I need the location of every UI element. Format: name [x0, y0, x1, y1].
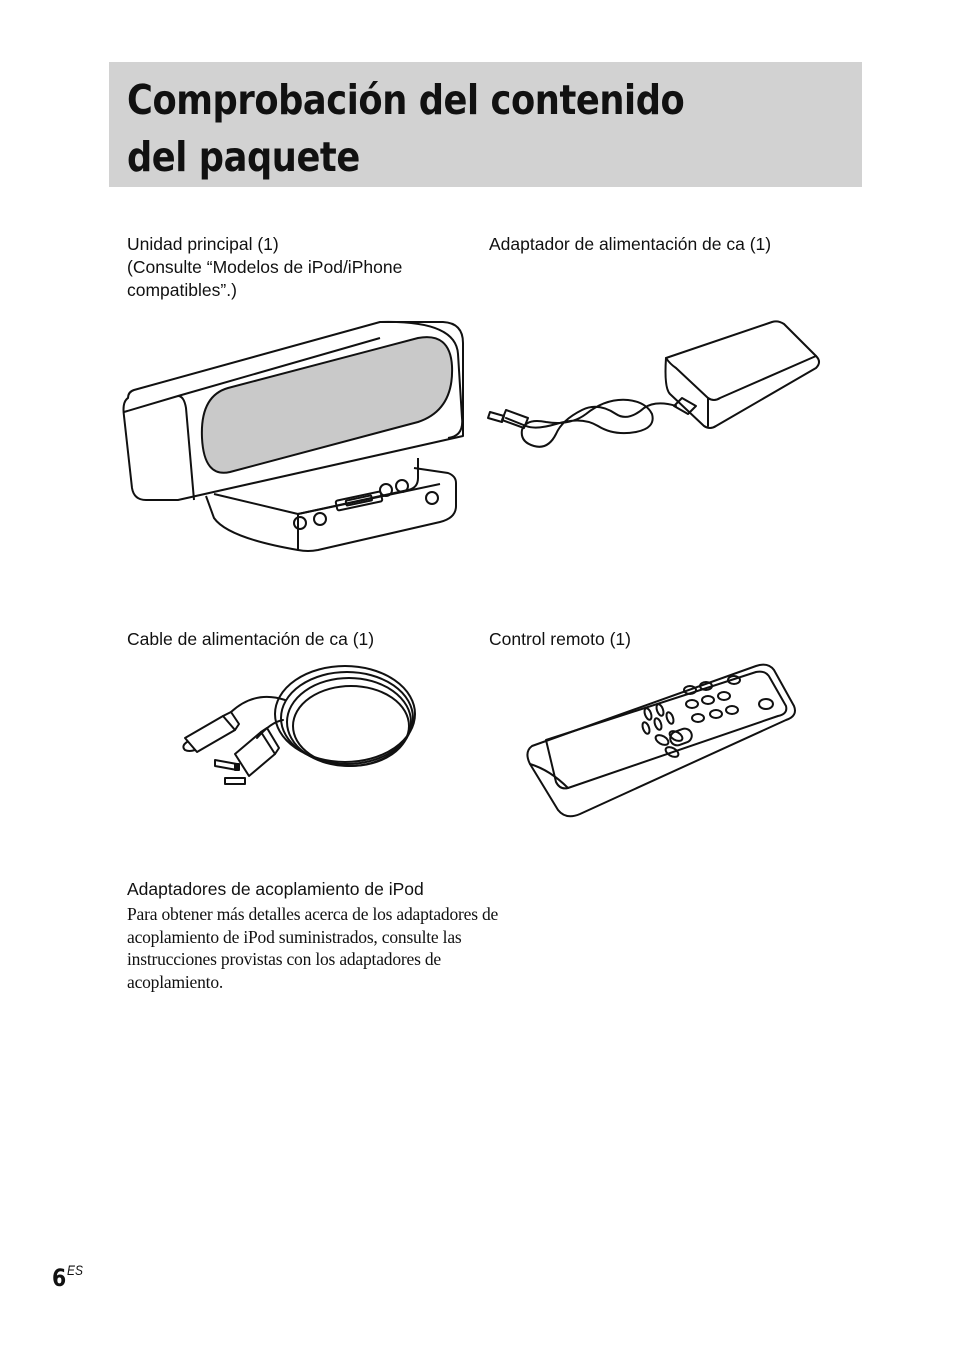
- ac-cord-label: Cable de alimentación de ca (1): [127, 629, 375, 649]
- title-band: [109, 62, 862, 187]
- dock-adapters-description: Para obtener más detalles acerca de los adaptadores de acoplamiento de iPod suministrados, consulte las instrucciones provistas con los adaptadores de acoplamiento.: [127, 904, 499, 992]
- page-number-suffix: ES: [67, 1262, 83, 1278]
- ac-adapter-label: Adaptador de alimentación de ca (1): [489, 234, 772, 254]
- main-unit-label-line3: compatibles”.): [127, 280, 237, 300]
- main-unit-label-line1: Unidad principal (1): [127, 234, 279, 254]
- speaker-dock-illustration-icon: [118, 318, 468, 558]
- page-number-value: 6: [52, 1264, 67, 1292]
- ac-adapter-illustration-icon: [486, 318, 826, 458]
- power-cord-illustration-icon: [175, 660, 425, 795]
- page-title: Comprobación del contenido del paquete: [127, 76, 685, 181]
- remote-label: Control remoto (1): [489, 629, 631, 649]
- main-unit-label: [127, 233, 467, 302]
- dock-adapters-label: Adaptadores de acoplamiento de iPod: [127, 879, 424, 899]
- page-number: [52, 1264, 83, 1292]
- remote-control-illustration-icon: [520, 660, 800, 825]
- main-unit-label-line2: (Consulte “Modelos de iPod/iPhone: [127, 257, 403, 277]
